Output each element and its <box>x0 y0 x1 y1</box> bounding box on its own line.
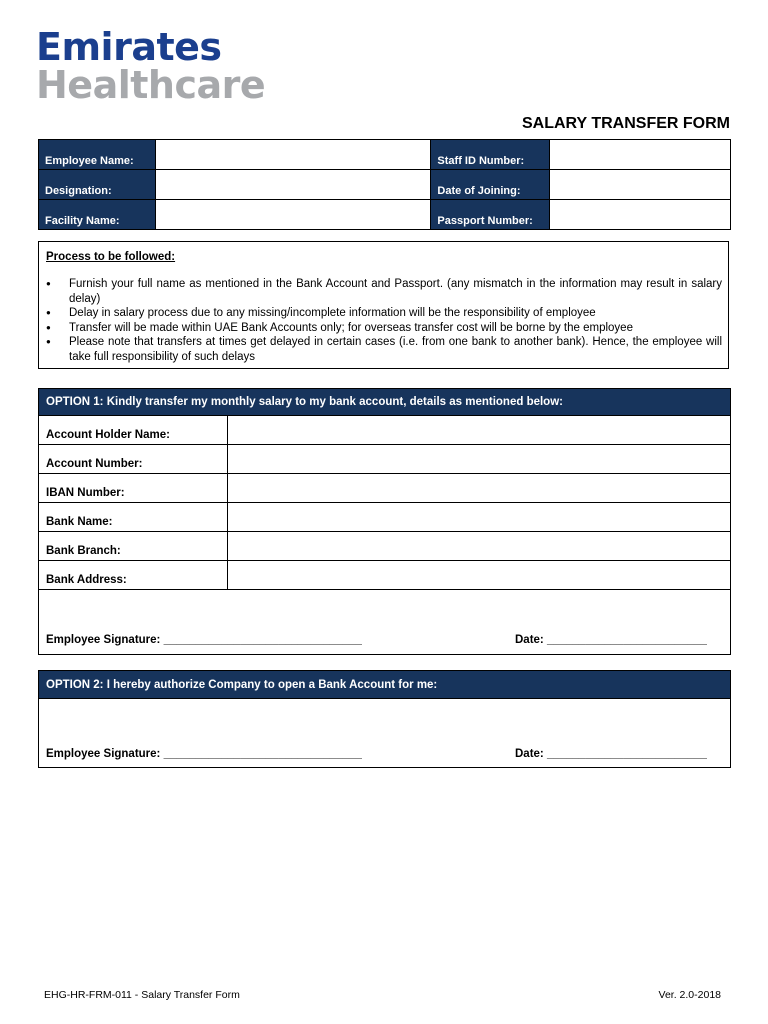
info-row <box>39 200 731 230</box>
bank-row <box>39 532 730 561</box>
option1-signature-row <box>46 634 716 646</box>
account-number-field[interactable] <box>228 445 730 473</box>
bank-row <box>39 445 730 474</box>
form-title: SALARY TRANSFER FORM <box>522 115 730 132</box>
account-holder-name-field[interactable] <box>228 416 730 444</box>
option2-box <box>38 670 731 768</box>
employee-name-label: Employee Name: <box>39 140 156 170</box>
staff-id-field[interactable] <box>550 140 731 170</box>
process-list <box>46 277 722 364</box>
date-of-joining-label: Date of Joining: <box>431 170 550 200</box>
process-item: ● Delay in salary process due to any missing/incomplete information will be the responsibility of employee <box>46 306 722 321</box>
process-heading: Process to be followed: <box>46 251 176 263</box>
employee-name-field[interactable] <box>155 140 431 170</box>
logo-text-healthcare: Healthcare <box>36 63 266 107</box>
bank-row <box>39 561 730 590</box>
option1-header: OPTION 1: Kindly transfer my monthly salary to my bank account, details as mentioned below: <box>39 389 730 416</box>
option1-date-line[interactable]: Date: _________________________ <box>515 634 707 646</box>
staff-id-label: Staff ID Number: <box>431 140 550 170</box>
designation-field[interactable] <box>155 170 431 200</box>
emirates-healthcare-logo <box>36 25 266 107</box>
bank-branch-field[interactable] <box>228 532 730 560</box>
iban-number-label: IBAN Number: <box>39 474 228 502</box>
passport-number-field[interactable] <box>550 200 731 230</box>
info-row <box>39 140 731 170</box>
footer-form-code: EHG-HR-FRM-011 - Salary Transfer Form <box>44 989 240 1001</box>
option2-header: OPTION 2: I hereby authorize Company to open a Bank Account for me: <box>39 671 730 699</box>
bank-address-field[interactable] <box>228 561 730 589</box>
facility-name-label: Facility Name: <box>39 200 156 230</box>
option1-box <box>38 388 731 655</box>
account-number-label: Account Number: <box>39 445 228 473</box>
employee-info-table <box>38 139 731 230</box>
designation-label: Designation: <box>39 170 156 200</box>
account-holder-name-label: Account Holder Name: <box>39 416 228 444</box>
process-item: ● Furnish your full name as mentioned in the Bank Account and Passport. (any mismatch in the information may result in salary delay) <box>46 277 722 306</box>
iban-number-field[interactable] <box>228 474 730 502</box>
bank-name-label: Bank Name: <box>39 503 228 531</box>
footer-version: Ver. 2.0-2018 <box>658 989 721 1001</box>
option2-signature-line[interactable]: Employee Signature: _______________________________ <box>46 748 362 760</box>
bank-row <box>39 416 730 445</box>
bank-address-label: Bank Address: <box>39 561 228 589</box>
bank-name-field[interactable] <box>228 503 730 531</box>
info-row <box>39 170 731 200</box>
bank-row <box>39 474 730 503</box>
process-item: ● Transfer will be made within UAE Bank Accounts only; for overseas transfer cost will be borne by the employee <box>46 321 722 336</box>
facility-name-field[interactable] <box>155 200 431 230</box>
option2-date-line[interactable]: Date: _________________________ <box>515 748 707 760</box>
date-of-joining-field[interactable] <box>550 170 731 200</box>
process-item: ● Please note that transfers at times get delayed in certain cases (i.e. from one bank to another bank). Hence, the employee will take full responsibility of such delays <box>46 335 722 364</box>
passport-number-label: Passport Number: <box>431 200 550 230</box>
option1-signature-line[interactable]: Employee Signature: _______________________________ <box>46 634 362 646</box>
option2-signature-row <box>46 748 716 760</box>
bank-row <box>39 503 730 532</box>
bank-branch-label: Bank Branch: <box>39 532 228 560</box>
logo-text-emirates: Emirates <box>36 25 222 69</box>
process-box <box>38 241 729 369</box>
